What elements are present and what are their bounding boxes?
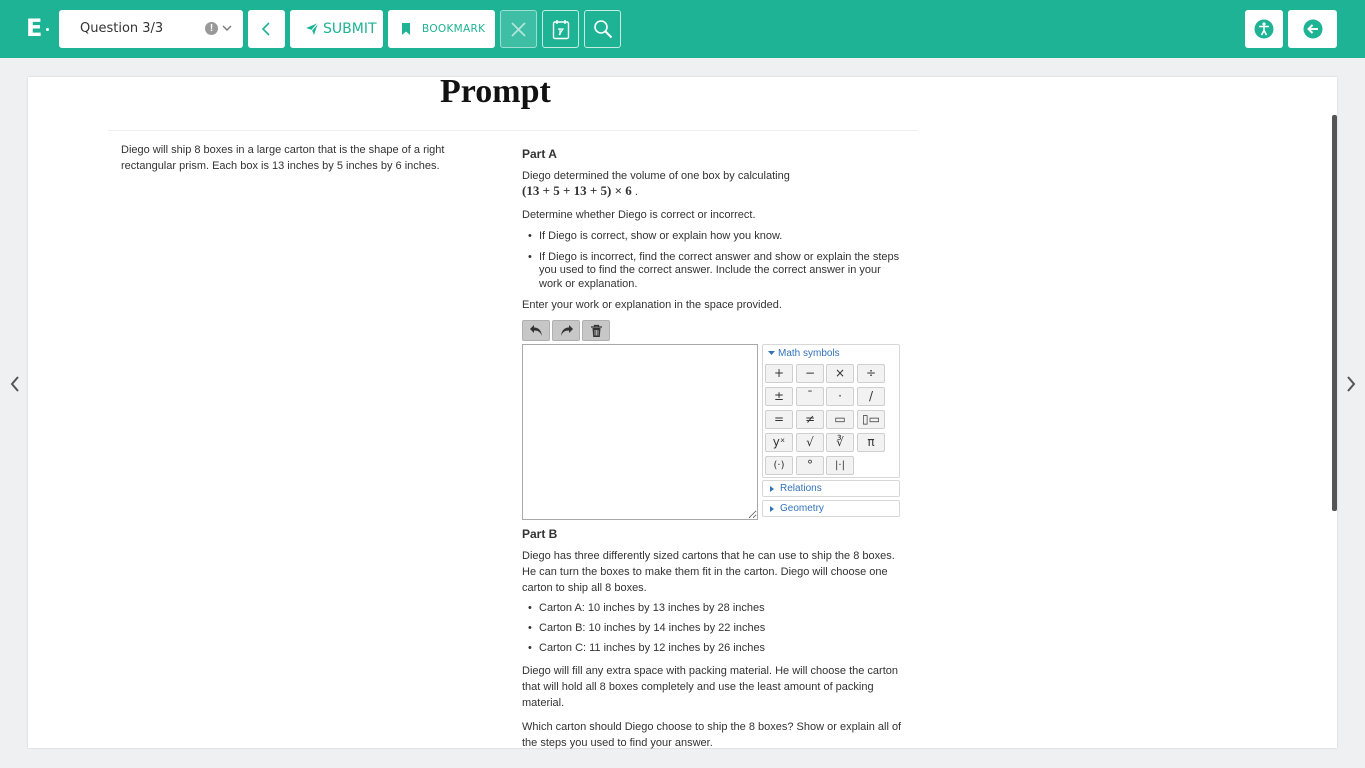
submit-button[interactable] [290, 10, 383, 48]
undo-icon [529, 324, 544, 337]
triangle-right-icon [770, 506, 774, 512]
eliminate-button[interactable] [500, 10, 537, 48]
key-plus-minus[interactable]: ± [765, 387, 793, 406]
previous-button[interactable] [248, 10, 285, 48]
chevron-down-icon [221, 22, 233, 34]
paper-plane-icon [305, 22, 319, 36]
search-icon [593, 19, 613, 39]
key-not-equal[interactable]: ≠ [796, 410, 824, 429]
list-item: • Carton C: 11 inches by 12 inches by 26 inches [522, 642, 907, 656]
math-symbols-title: Math symbols [778, 348, 840, 359]
part-b-intro: Diego has three differently sized cartons that he can use to ship the 8 boxes. He can turn the boxes to make them fit in the carton. Diego will choose one carton to ship all 8 boxes. [522, 550, 895, 594]
exit-arrow-icon [1303, 19, 1323, 39]
undo-button[interactable] [522, 320, 550, 341]
triangle-down-icon [768, 350, 775, 356]
key-dot[interactable]: · [826, 387, 854, 406]
part-a-determine: Determine whether Diego is correct or incorrect. [522, 209, 756, 221]
relations-accordion[interactable] [762, 480, 900, 497]
delete-button[interactable] [582, 320, 610, 341]
bookmark-label: BOOKMARK [422, 23, 486, 35]
key-divide[interactable]: ÷ [857, 364, 885, 383]
geometry-label: Geometry [780, 503, 824, 514]
top-toolbar [0, 0, 1365, 58]
list-item: • If Diego is incorrect, find the correct answer and show or explain the steps you used to find the correct answer. Include the correct answer in your work or explanation. [522, 251, 907, 292]
trash-icon [589, 324, 604, 338]
key-pi[interactable]: π [857, 433, 885, 452]
calculator-icon [552, 19, 570, 40]
accessibility-button[interactable] [1245, 10, 1283, 48]
key-times[interactable]: × [826, 364, 854, 383]
part-b-heading: Part B [522, 527, 558, 541]
part-a-heading: Part A [522, 147, 557, 161]
part-b-question: Which carton should Diego choose to ship the 8 boxes? Show or explain all of the steps you used to find your answer. [522, 721, 902, 749]
part-a-bullets [522, 230, 907, 291]
stimulus-text: Diego will ship 8 boxes in a large carton that is the shape of a right rectangular prism. Each box is 13 inches by 5 inches by 6 inches. [121, 144, 445, 172]
bookmark-icon [401, 23, 411, 35]
bookmark-button[interactable] [388, 10, 495, 48]
app-logo [26, 14, 49, 42]
key-square-root[interactable]: √ [796, 433, 824, 452]
list-item: • Carton A: 10 inches by 13 inches by 28 inches [522, 602, 907, 616]
part-b-fill-text: Diego will fill any extra space with packing material. He will choose the carton that will hold all 8 boxes completely and use the least amount of packing material. [522, 665, 899, 709]
info-icon: ! [205, 22, 218, 35]
expression-suffix: . [631, 186, 638, 198]
key-degree[interactable]: ° [796, 456, 824, 475]
logo-dot [46, 28, 49, 31]
math-keypad [765, 364, 889, 476]
exit-button[interactable] [1288, 10, 1337, 48]
previous-question-arrow-icon[interactable] [8, 374, 22, 394]
divider [108, 130, 918, 131]
triangle-right-icon [770, 486, 774, 492]
key-overline[interactable]: ¯ [796, 387, 824, 406]
part-a-expression-line [522, 183, 907, 200]
key-cube-root[interactable]: ∛ [826, 433, 854, 452]
key-slash[interactable]: / [857, 387, 885, 406]
relations-label: Relations [780, 483, 822, 494]
key-minus[interactable]: − [796, 364, 824, 383]
redo-button[interactable] [552, 320, 580, 341]
part-a-intro: Diego determined the volume of one box by calculating [522, 170, 790, 182]
list-item: • If Diego is correct, show or explain how you know. [522, 230, 907, 244]
key-mixed-number[interactable]: ▯▭ [857, 410, 885, 429]
page-title: Prompt [440, 73, 551, 110]
question-selector-label: Question 3/3 [80, 21, 164, 36]
redo-icon [559, 324, 574, 337]
answer-textarea[interactable] [522, 344, 758, 520]
next-question-arrow-icon[interactable] [1344, 374, 1358, 394]
logo-letter: E [26, 14, 43, 42]
key-absolute-value[interactable]: |·| [826, 456, 854, 475]
geometry-accordion[interactable] [762, 500, 900, 517]
accessibility-icon [1254, 19, 1274, 39]
math-symbols-header[interactable] [768, 348, 840, 359]
key-exponent[interactable]: yˣ [765, 433, 793, 452]
close-icon [510, 21, 527, 38]
key-plus[interactable]: + [765, 364, 793, 383]
list-item: • Carton B: 10 inches by 14 inches by 22 inches [522, 622, 907, 636]
search-button[interactable] [584, 10, 621, 48]
carton-list [522, 602, 907, 656]
question-selector[interactable] [59, 10, 243, 48]
submit-label: SUBMIT [323, 21, 377, 37]
key-fraction[interactable]: ▭ [826, 410, 854, 429]
key-parentheses[interactable]: (·) [765, 456, 793, 475]
key-equals[interactable]: = [765, 410, 793, 429]
calculator-button[interactable] [542, 10, 579, 48]
scrollbar[interactable] [1332, 115, 1337, 511]
part-a-expression: (13 + 5 + 13 + 5) × 6 [522, 183, 632, 198]
chevron-left-icon [260, 22, 273, 36]
part-a-enter-prompt: Enter your work or explanation in the space provided. [522, 299, 782, 311]
